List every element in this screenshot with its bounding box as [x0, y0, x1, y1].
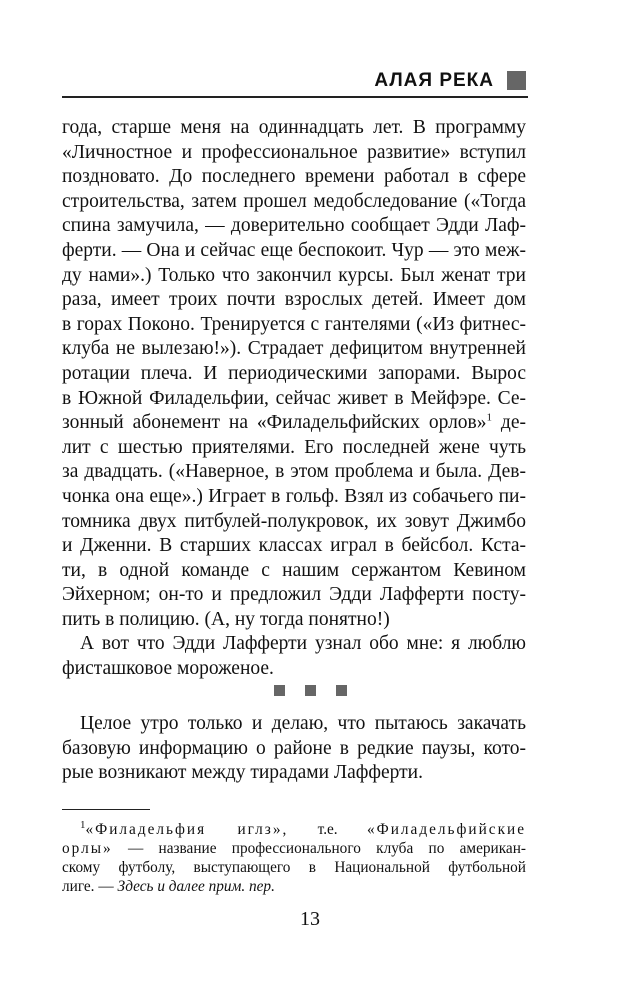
section-separator — [0, 683, 620, 701]
translator-note: Здесь и далее прим. пер. — [117, 878, 275, 895]
footnote-line — [62, 877, 526, 896]
text-line-with-footnote — [62, 411, 526, 436]
running-header-title: АЛАЯ РЕКА — [374, 70, 494, 91]
section-two-text — [62, 712, 526, 786]
footnote-term: орлы» — [62, 840, 113, 857]
separator-square-icon — [274, 685, 285, 696]
page-number: 13 — [300, 908, 320, 930]
text-line: А вот что Эдди Лафферти узнал обо мне: я люблю — [80, 633, 526, 655]
text-line: ротации плеча. И периодическими запорами. Вырос — [62, 362, 526, 384]
text-line: пить в полицию. (А, ну тогда понятно!) — [62, 608, 390, 630]
footnote-line — [62, 820, 526, 839]
footnote-rule — [62, 809, 150, 810]
main-text — [62, 116, 526, 682]
footnote-term: «Филадельфийские — [366, 821, 526, 838]
text-segment: зонный абонемент на «Филадельфийских орлов» — [62, 412, 487, 434]
footnote-number: 1 — [80, 818, 86, 831]
separator-square-icon — [336, 685, 347, 696]
text-line: клуба не вылезаю!»). Страдает дефицитом внутренней — [62, 338, 526, 360]
footnote-text: лиге. — — [62, 878, 118, 895]
text-line: Эйхерном; он-то и предложил Эдди Лафферти посту- — [62, 584, 526, 606]
text-line: лит с шестью приятелями. Его последней жене чуть — [62, 436, 526, 458]
text-line: ду нами».) Только что закончил курсы. Был женат три — [62, 264, 526, 286]
text-line: в горах Поконо. Тренируется с гантелями («Из фитнес- — [62, 313, 526, 335]
text-line: ти, в одной команде с нашим сержантом Кевином — [62, 559, 526, 581]
separator-square-icon — [305, 685, 316, 696]
text-line: фисташковое мороженое. — [62, 658, 274, 680]
text-line: базовую информацию о районе в редкие паузы, кото- — [62, 737, 526, 759]
text-line: строительства, затем прошел медобследование («Тогда — [62, 190, 526, 212]
text-line: и Дженни. В старших классах играл в бейсбол. Кста- — [62, 535, 526, 557]
text-line: в Южной Филадельфии, сейчас живет в Мейфэре. Се- — [62, 387, 526, 409]
text-line: томника двух питбулей-полукровок, их зовут Джимбо — [62, 510, 526, 532]
footnote — [62, 820, 526, 896]
text-line: раза, имеет троих почти взрослых детей. Имеет дом — [62, 289, 526, 311]
text-line: Целое утро только и делаю, что пытаюсь закачать — [80, 713, 526, 734]
footnote-line: скому футболу, выступающего в Национальной футбольной — [62, 859, 526, 876]
text-line: года, старше меня на одиннадцать лет. В программу — [62, 117, 526, 138]
text-line: чонка она еще».) Играет в гольф. Взял из собачьего пи- — [62, 485, 526, 507]
text-line: спина замучила, — доверительно сообщает Эдди Лаф- — [62, 215, 526, 237]
header-square-ornament — [507, 71, 526, 90]
footnote-text: — название профессионального клуба по американ- — [112, 840, 526, 857]
footnote-term: «Филадельфия иглз», — [85, 821, 289, 838]
text-line: поздновато. До последнего времени работал в сфере — [62, 166, 526, 188]
running-header — [62, 68, 528, 96]
footnote-text: т.е. — [288, 821, 367, 838]
text-line: за двадцать. («Наверное, в этом проблема и была. Дев- — [62, 461, 526, 483]
header-rule — [62, 96, 528, 98]
footnote-line — [62, 839, 526, 858]
text-line: ферти. — Она и сейчас еще беспокоит. Чур — это меж- — [62, 239, 526, 261]
text-line: «Личностное и профессиональное развитие» вступил — [62, 141, 526, 163]
footnote-marker: 1 — [486, 411, 493, 424]
text-segment: де- — [492, 412, 526, 434]
text-line: рые возникают между тирадами Лафферти. — [62, 762, 423, 784]
